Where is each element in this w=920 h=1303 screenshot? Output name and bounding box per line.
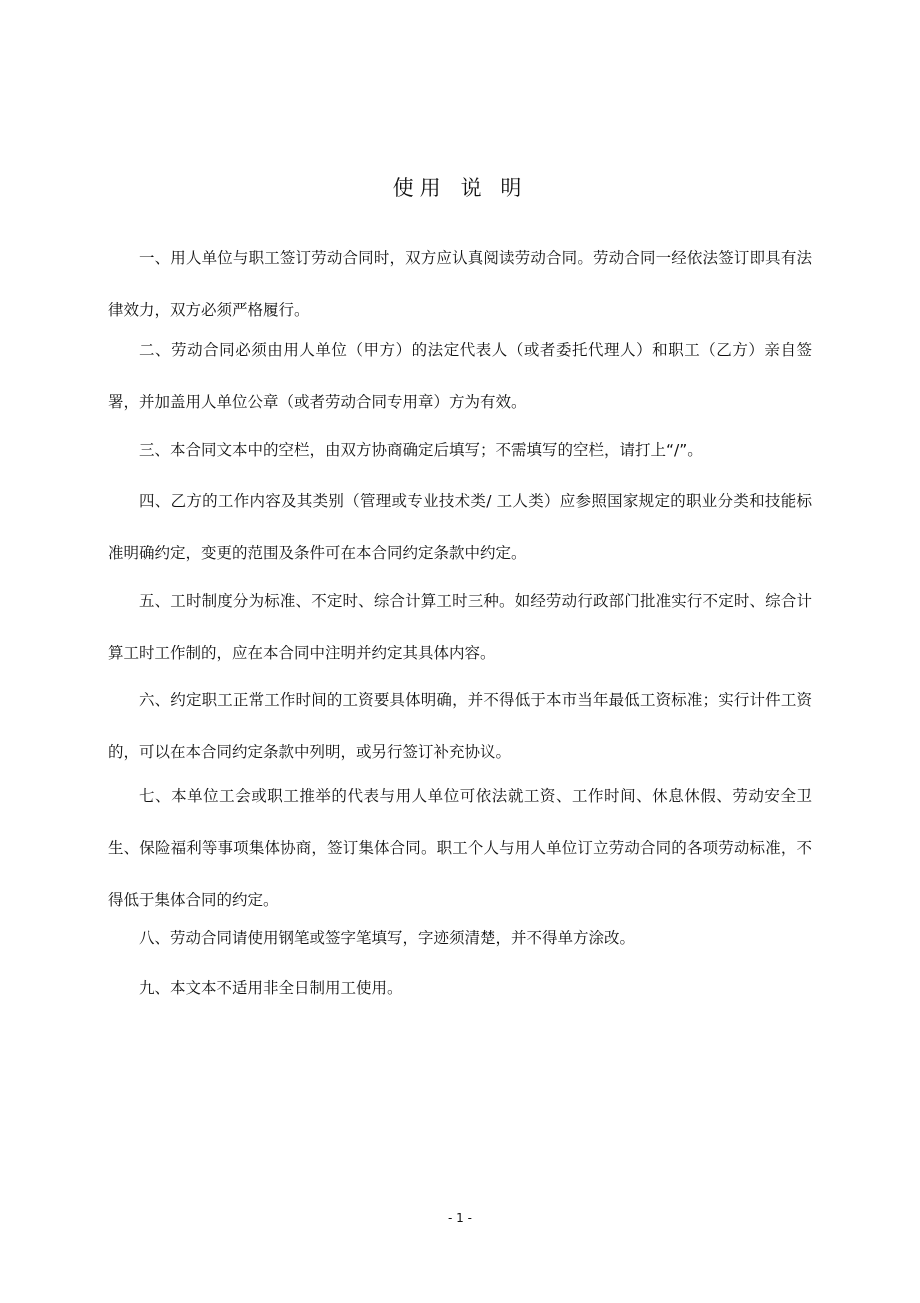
page-title <box>0 172 920 202</box>
title-part-2: 说 明 <box>460 176 528 200</box>
instruction-paragraph-6: 六、约定职工正常工作时间的工资要具体明确，并不得低于本市当年最低工资标准；实行计件工资的，可以在本合同约定条款中列明，或另行签订补充协议。 <box>108 691 812 761</box>
instruction-paragraph-1: 一、用人单位与职工签订劳动合同时，双方应认真阅读劳动合同。劳动合同一经依法签订即具有法律效力，双方必须严格履行。 <box>108 249 812 319</box>
instruction-paragraph-7: 七、本单位工会或职工推举的代表与用人单位可依法就工资、工作时间、休息休假、劳动安全卫生、保险福利等事项集体协商，签订集体合同。职工个人与用人单位订立劳动合同的各项劳动标准，不得低于集体合同的约定。 <box>108 787 812 909</box>
instruction-paragraph-4: 四、乙方的工作内容及其类别（管理或专业技术类/ 工人类）应参照国家规定的职业分类和技能标准明确约定，变更的范围及条件可在本合同约定条款中约定。 <box>108 492 812 562</box>
instruction-paragraph-9: 九、本文本不适用非全日制用工使用。 <box>139 979 403 997</box>
title-part-1: 使用 <box>392 176 447 200</box>
instruction-paragraph-8: 八、劳动合同请使用钢笔或签字笔填写，字迹须清楚，并不得单方涂改。 <box>139 929 636 947</box>
instruction-paragraph-3: 三、本合同文本中的空栏，由双方协商确定后填写；不需填写的空栏，请打上“/”。 <box>139 441 703 459</box>
instruction-paragraph-2: 二、劳动合同必须由用人单位（甲方）的法定代表人（或者委托代理人）和职工（乙方）亲自签署，并加盖用人单位公章（或者劳动合同专用章）方为有效。 <box>108 341 812 411</box>
page-number: - 1 - <box>448 1211 472 1225</box>
instruction-paragraph-5: 五、工时制度分为标准、不定时、综合计算工时三种。如经劳动行政部门批准实行不定时、综合计算工时工作制的，应在本合同中注明并约定其具体内容。 <box>108 592 812 662</box>
